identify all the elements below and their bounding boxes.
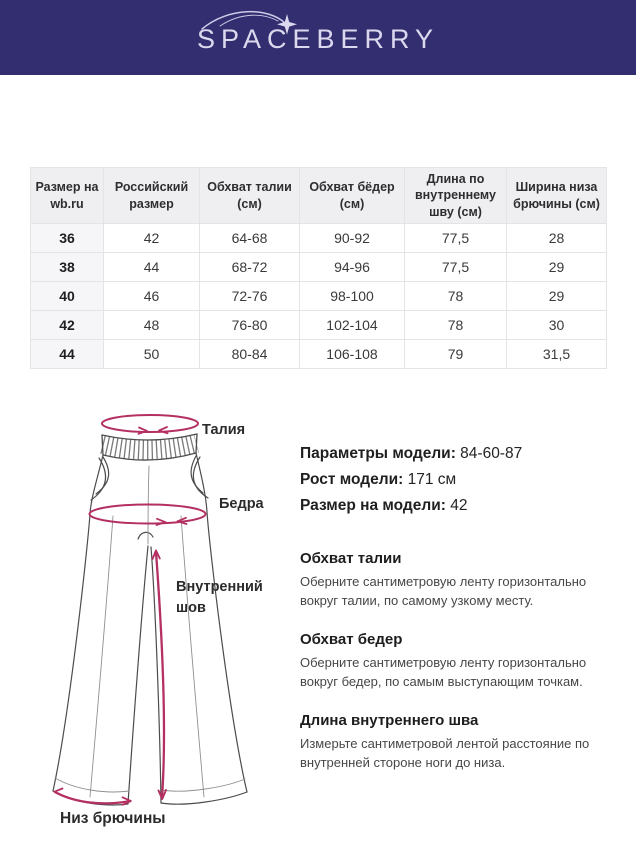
measuring-guide (300, 549, 616, 792)
crease-lines (55, 466, 245, 797)
inseam-label-line1: Внутренний (176, 579, 263, 595)
model-size-line (300, 493, 620, 519)
size-cell: 38 (31, 253, 104, 282)
guide-section-text: Измерьте сантиметровой лентой расстояние по внутренней стороне ноги до низа. (300, 736, 590, 770)
size-cell: 44 (104, 253, 200, 282)
size-cell: 77,5 (405, 224, 507, 253)
model-params-value: 84-60-87 (455, 445, 523, 462)
waist-label: Талия (202, 422, 246, 438)
size-cell: 29 (507, 253, 607, 282)
column-header: Обхват бёдер (см) (300, 168, 405, 224)
size-cell: 30 (507, 311, 607, 340)
size-cell: 76-80 (200, 311, 300, 340)
inseam-label-line2: шов (176, 600, 206, 616)
pants-outline (53, 453, 247, 805)
hem-label: Низ брючины (60, 810, 166, 827)
size-cell: 90-92 (300, 224, 405, 253)
guide-section-title: Обхват талии (300, 550, 402, 567)
size-cell: 44 (31, 340, 104, 369)
hips-label: Бедра (219, 496, 264, 512)
size-cell: 78 (405, 311, 507, 340)
size-cell: 94-96 (300, 253, 405, 282)
model-info (300, 441, 620, 519)
model-height-line (300, 467, 620, 493)
size-cell: 31,5 (507, 340, 607, 369)
table-row (31, 253, 607, 282)
model-size-label: Размер на модели: (300, 497, 446, 514)
size-cell: 40 (31, 282, 104, 311)
size-cell: 102-104 (300, 311, 405, 340)
column-header: Размер на wb.ru (31, 168, 104, 224)
guide-section-inseam (300, 711, 616, 772)
size-cell: 68-72 (200, 253, 300, 282)
brand-header (0, 0, 636, 75)
table-row (31, 282, 607, 311)
hips-ellipse (90, 505, 206, 524)
model-height-label: Рост модели: (300, 471, 404, 488)
model-params-label: Параметры модели: (300, 445, 456, 462)
column-header: Обхват талии (см) (200, 168, 300, 224)
guide-section-waist (300, 549, 616, 610)
size-cell: 46 (104, 282, 200, 311)
model-params-line (300, 441, 620, 467)
size-cell: 48 (104, 311, 200, 340)
size-cell: 80-84 (200, 340, 300, 369)
size-cell: 29 (507, 282, 607, 311)
size-cell: 64-68 (200, 224, 300, 253)
waist-ellipse (102, 415, 198, 432)
column-header: Длина по внутреннему шву (см) (405, 168, 507, 224)
model-size-value: 42 (445, 497, 468, 514)
size-cell: 98-100 (300, 282, 405, 311)
column-header: Ширина низа брючины (см) (507, 168, 607, 224)
table-row (31, 340, 607, 369)
table-header-row (31, 168, 607, 224)
size-cell: 106-108 (300, 340, 405, 369)
table-row (31, 224, 607, 253)
guide-section-text: Оберните сантиметровую ленту горизонтально вокруг талии, по самому узкому месту. (300, 574, 587, 608)
column-header: Российский размер (104, 168, 200, 224)
size-cell: 78 (405, 282, 507, 311)
guide-section-title: Длина внутреннего шва (300, 712, 479, 729)
hem-arrow-line (55, 792, 130, 803)
size-cell: 79 (405, 340, 507, 369)
size-cell: 42 (31, 311, 104, 340)
guide-section-hips (300, 630, 616, 691)
size-cell: 36 (31, 224, 104, 253)
model-height-value: 171 см (403, 471, 457, 488)
size-cell: 72-76 (200, 282, 300, 311)
size-cell: 77,5 (405, 253, 507, 282)
size-table (30, 167, 607, 369)
size-cell: 50 (104, 340, 200, 369)
guide-section-title: Обхват бедер (300, 631, 403, 648)
guide-section-text: Оберните сантиметровую ленту горизонтально вокруг бедер, по самым выступающим точкам. (300, 655, 587, 689)
pants-measurement-diagram (28, 398, 288, 842)
size-cell: 28 (507, 224, 607, 253)
size-cell: 42 (104, 224, 200, 253)
waistband-ribs (103, 444, 197, 451)
table-row (31, 311, 607, 340)
brand-logo: SPACEBERRY (196, 24, 440, 54)
